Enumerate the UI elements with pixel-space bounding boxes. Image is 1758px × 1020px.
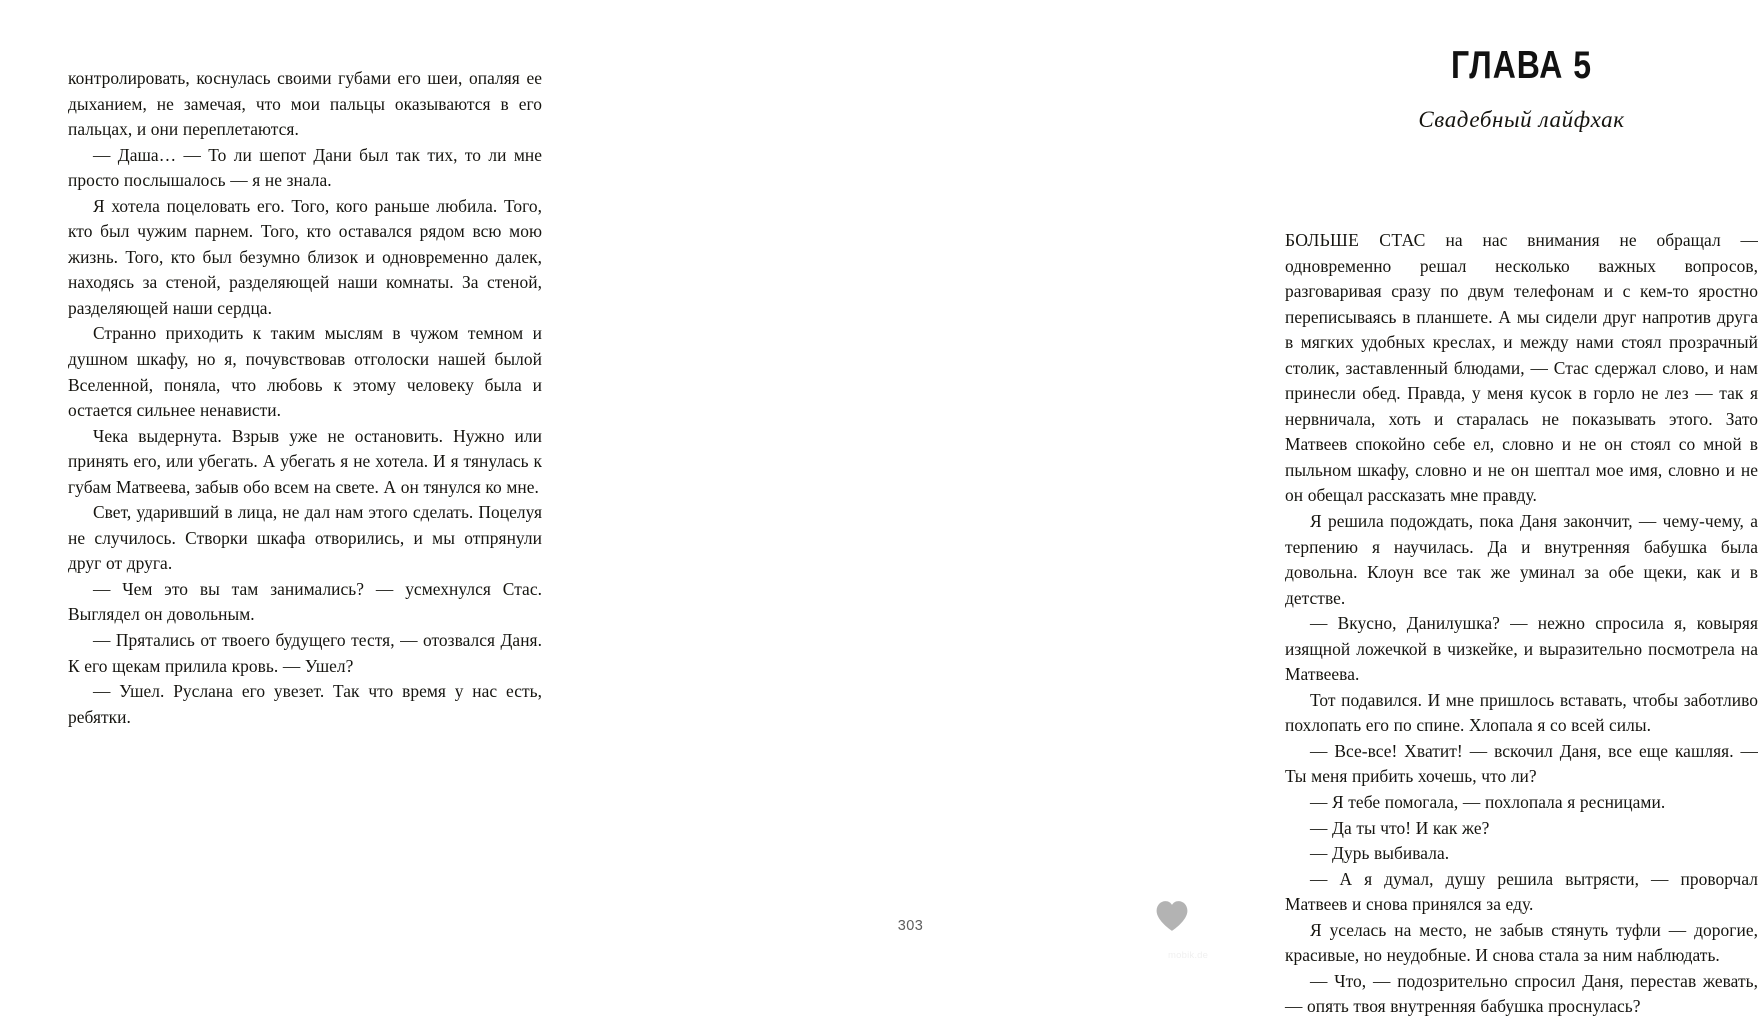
paragraph: — Что, — подозрительно спросил Даня, перестав жевать, — опять твоя внутренняя бабушка проснулась? — [1285, 970, 1758, 1017]
paragraph: — Да ты что! И как же? — [1310, 817, 1490, 838]
paragraph: — Дурь выбивала. — [1310, 843, 1450, 864]
left-page-text-column — [68, 66, 542, 730]
heart-icon — [1155, 900, 1189, 932]
paragraph: — Вкусно, Данилушка? — нежно спросила я, ковыряя изящной ложечкой в чизкейке, и выразительно посмотрела на Матвеева. — [1285, 613, 1758, 685]
paragraph: — Даша… — То ли шепот Дани был так тих, то ли мне просто послышалось — я не знала. — [68, 144, 542, 191]
paragraph: — Прятались от твоего будущего тестя, — отозвался Даня. К его щекам прилила кровь. — Ушел? — [68, 630, 542, 676]
chapter-heading — [1285, 44, 1758, 133]
paragraph: Я хотела поцеловать его. Того, кого раньше любила. Того, кто был чужим парнем. Того, кто оставался рядом всю мою жизнь. Того, кто был безумно близок и одновременно далек, находясь за стеной, разделяющей наши комнаты. За стеной, разделяющей наши сердца. — [68, 195, 542, 318]
paragraph: Чека выдернута. Взрыв уже не остановить. Нужно или принять его, или убегать. А убегать я не хотела. И я тянулась к губам Матвеева, забыв обо всем на свете. А он тянулся ко мне. — [68, 425, 542, 497]
paragraph: — Чем это вы там занимались? — усмехнулся Стас. Выглядел он довольным. — [68, 578, 542, 625]
paragraph: контролировать, коснулась своими губами его шеи, опаляя ее дыханием, не замечая, что мои пальцы оказываются в его пальцах, и они переплетаются. — [68, 68, 542, 140]
opening-rest: на нас внимания не обращал — одновременно решал несколько важных вопросов, разговаривая сразу по двум телефонам и с кем-то яростно переписываясь в планшете. А мы сидели друг напротив друга в мягких удобных креслах, и между нами стоял прозрачный столик, заставленный блюдами, — Стас сдержал слово, и нам принесли обед. Правда, у меня кусок в горло не лез — так я нервничала, хоть и старалась не показывать этого. Зато Матвеев спокойно себе ел, словно и не он стоял со мной в пыльном шкафу, словно и не он шептал мое имя, словно и не он обещал рассказать мне правду. — [1285, 230, 1758, 506]
paragraph: Тот подавился. И мне пришлось вставать, чтобы заботливо похлопать его по спине. Хлопала я со всей силы. — [1285, 689, 1758, 736]
opening-paragraph — [1285, 228, 1758, 509]
opening-caps: БОЛЬШЕ СТАС — [1285, 230, 1426, 250]
paragraph: — Я тебе помогала, — похлопала я ресницами. — [1310, 792, 1666, 813]
paragraph: Я уселась на место, не забыв стянуть туфли — дорогие, красивые, но неудобные. И снова стала за ним наблюдать. — [1285, 919, 1758, 966]
right-page-text-column — [1285, 228, 1758, 1020]
paragraph: Свет, ударивший в лица, не дал нам этого сделать. Поцелуя не случилось. Створки шкафа отворились, и мы отпрянули друг от друга. — [68, 502, 542, 574]
right-page — [607, 0, 1758, 1017]
chapter-subtitle: Свадебный лайфхак — [1418, 107, 1625, 132]
paragraph: — Все-все! Хватит! — вскочил Даня, все еще кашляя. — Ты меня прибить хочешь, что ли? — [1285, 740, 1758, 787]
watermark: mobik.de — [1168, 950, 1209, 961]
left-page — [0, 0, 607, 971]
paragraph: — Ушел. Руслана его увезет. Так что время у нас есть, ребятки. — [68, 681, 542, 727]
paragraph: — А я думал, душу решила вытрясти, — проворчал Матвеев и снова принялся за еду. — [1285, 868, 1758, 915]
paragraph: Странно приходить к таким мыслям в чужом темном и душном шкафу, но я, почувствовав отголоски нашей былой Вселенной, поняла, что любовь к этому человеку была и остается сильнее ненависти. — [68, 323, 542, 421]
paragraph: Я решила подождать, пока Даня закончит, — чему-чему, а терпению я научилась. Да и внутренняя бабушка была довольна. Клоун все так же уминал за обе щеки, как и в детстве. — [1285, 511, 1758, 608]
chapter-number: ГЛАВА 5 — [1450, 44, 1593, 87]
page-number: 303 — [897, 918, 924, 934]
